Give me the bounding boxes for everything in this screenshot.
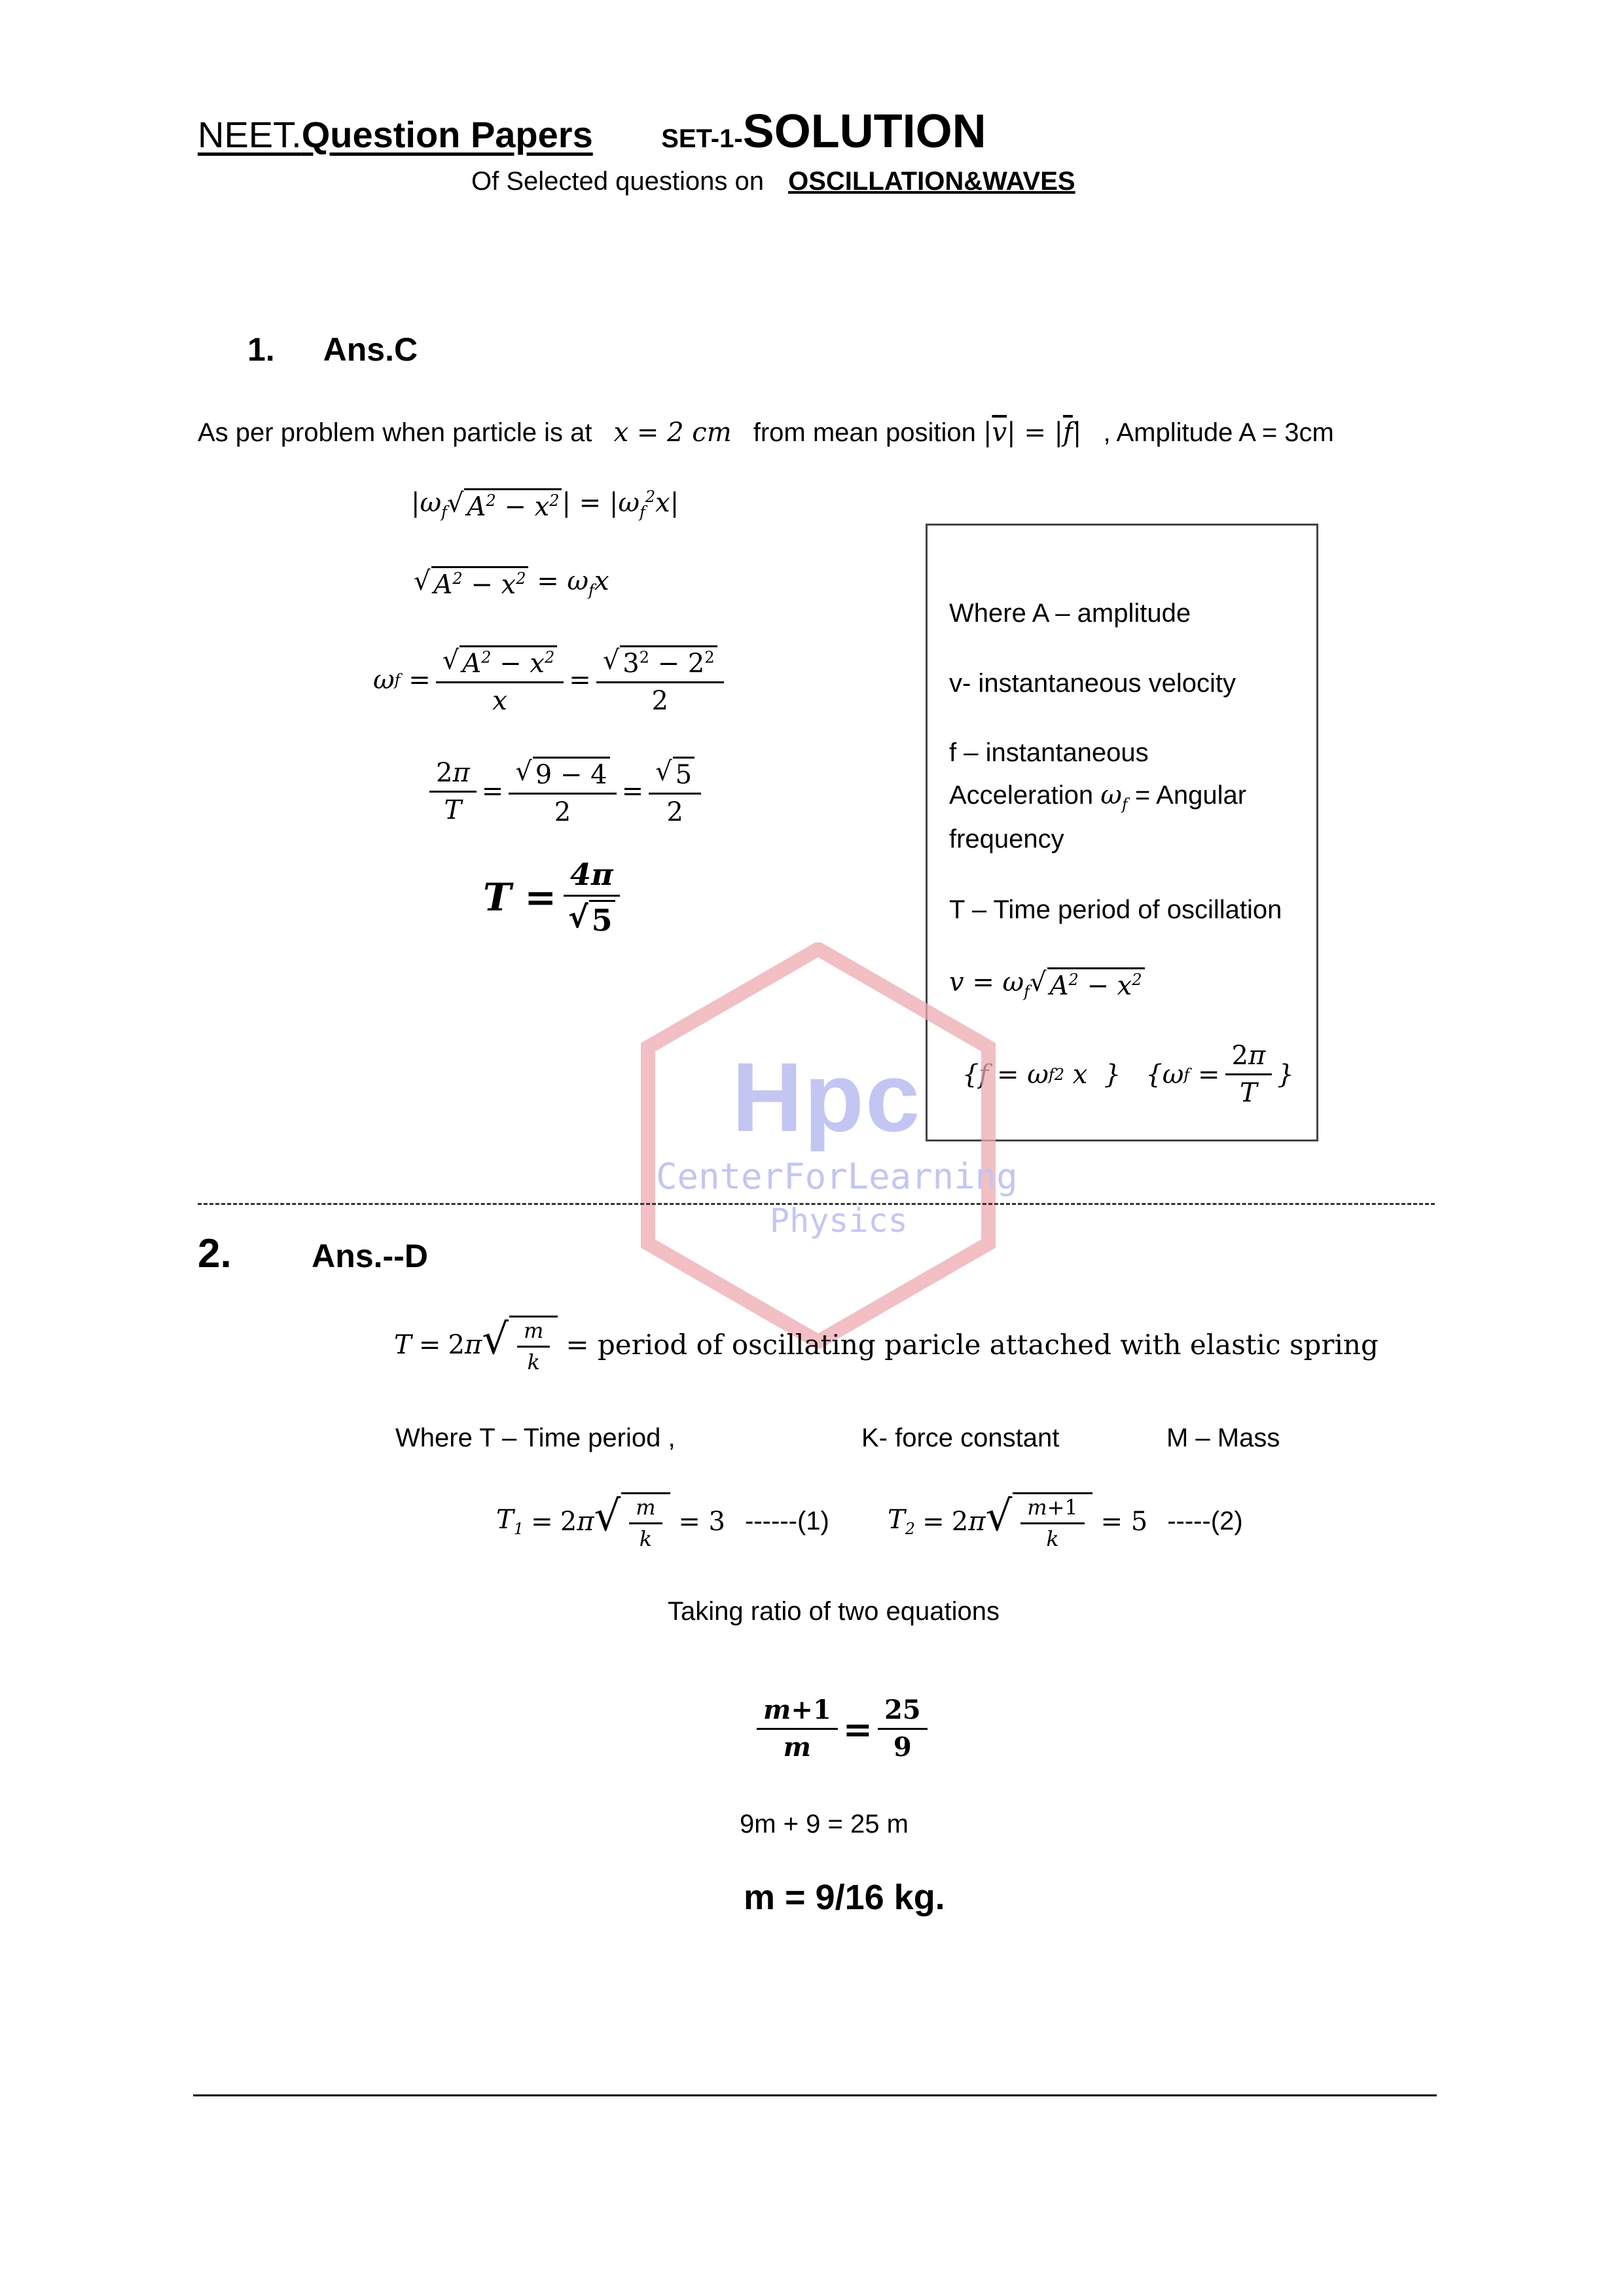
q2-ratio-text: Taking ratio of two equations <box>668 1597 1000 1626</box>
q1-final-label: T = <box>483 875 556 920</box>
q1-intro-b: from mean position <box>753 418 976 447</box>
header-neet: NEET. <box>198 114 302 155</box>
q2-eq2-tag: -----(2) <box>1167 1507 1243 1536</box>
q2-ratio-equation: $\frac{m+1}{m}$ = $\frac{25}{9}$ <box>751 1695 933 1763</box>
q1-eq-1: $|\omega_f$ √ $A^2 - x^2$ | = $|\omega_f^2x|$ <box>411 488 679 522</box>
bottom-rule <box>193 2094 1437 2096</box>
q2-period-formula: T = 2 π √ $\frac{m}{k}$ = period of oscillating paricle attached with elastic spring <box>394 1316 1379 1374</box>
q1-intro <box>198 418 1334 448</box>
q1-eq-4: $\frac{2\pi}{T}$ = √ 9 − 4 2 = √ 5 2 <box>424 756 706 827</box>
q1-number: 1. <box>247 331 275 368</box>
box-line-velocity: v- instantaneous velocity <box>949 669 1236 698</box>
q1-heading <box>247 331 418 368</box>
box-line-period: T – Time period of oscillation <box>949 895 1282 924</box>
watermark-title: Hpc <box>732 1042 922 1152</box>
q2-mass: M – Mass <box>1166 1424 1280 1452</box>
q2-eq-2: $T_2$ = 2 π √ $\frac{m+1}{k}$ = 5 -----(2) <box>888 1492 1243 1551</box>
q2-answer: Ans.--D <box>312 1238 428 1274</box>
q1-eq-2: √ $A^2 - x^2$ = $\omega_fx$ <box>414 566 609 600</box>
q2-k-const: K- force constant <box>861 1424 1060 1452</box>
subtitle-prefix: Of Selected questions on <box>471 167 764 196</box>
header-set: SET-1- <box>661 124 743 153</box>
section-separator <box>198 1203 1435 1205</box>
q2-result: m = 9/16 kg. <box>744 1878 945 1917</box>
q1-answer: Ans.C <box>323 331 418 368</box>
q2-number: 2. <box>198 1231 232 1276</box>
box-line-amplitude: Where A – amplitude <box>949 599 1191 628</box>
header-question-papers: Question Papers <box>301 114 593 155</box>
q2-where-line <box>395 1424 1312 1453</box>
box-line-angular <box>949 780 1246 814</box>
q2-where: Where T – Time period , <box>395 1424 676 1452</box>
q1-intro-a: As per problem when particle is at <box>198 418 592 447</box>
q1-intro-x: x = 2 cm <box>613 418 732 448</box>
box-line-angular-a: Acceleration <box>949 781 1094 810</box>
watermark-line-1: CenterForLearning <box>656 1156 1018 1197</box>
q1-eq-3: ω f = √ $A^2 - x^2$ x = √ $3^2 - 2^2$ 2 <box>373 645 729 716</box>
q1-final-result: T = 4π √ 5 <box>483 857 627 938</box>
q2-step: 9m + 9 = 25 m <box>740 1810 909 1839</box>
box-velocity-formula: $v = \omega_f$ √ $A^2 - x^2$ <box>949 967 1145 1001</box>
header-solution: SOLUTION <box>742 105 986 158</box>
page-header <box>198 105 986 164</box>
q2-eq1-tag: ------(1) <box>745 1507 829 1536</box>
box-line-acceleration: f – instantaneous <box>949 738 1149 767</box>
box-line-frequency: frequency <box>949 825 1064 853</box>
q2-formula-desc: = period of oscillating paricle attached with elastic spring <box>566 1329 1379 1361</box>
box-line-angular-b: = Angular <box>1134 781 1247 810</box>
box-omega-symbol: $\omega_f$ <box>1100 780 1128 814</box>
box-acceleration-formula: {f = ω f 2 x } {ω f = $\frac{2\pi}{T}$ } <box>962 1041 1294 1108</box>
watermark-line-2: Physics <box>770 1202 908 1240</box>
q2-heading <box>198 1230 428 1277</box>
subtitle-topic: OSCILLATION&WAVES <box>788 167 1075 196</box>
velocity-force-equality: $|\overline{v}| = |\overline{f}|$ <box>983 418 1082 448</box>
q2-eq-1: $T_1$ = 2 π √ $\frac{m}{k}$ = 3 ------(1) <box>496 1492 829 1551</box>
page-subtitle <box>471 167 1075 196</box>
q1-intro-c: , Amplitude A = 3cm <box>1103 418 1334 447</box>
